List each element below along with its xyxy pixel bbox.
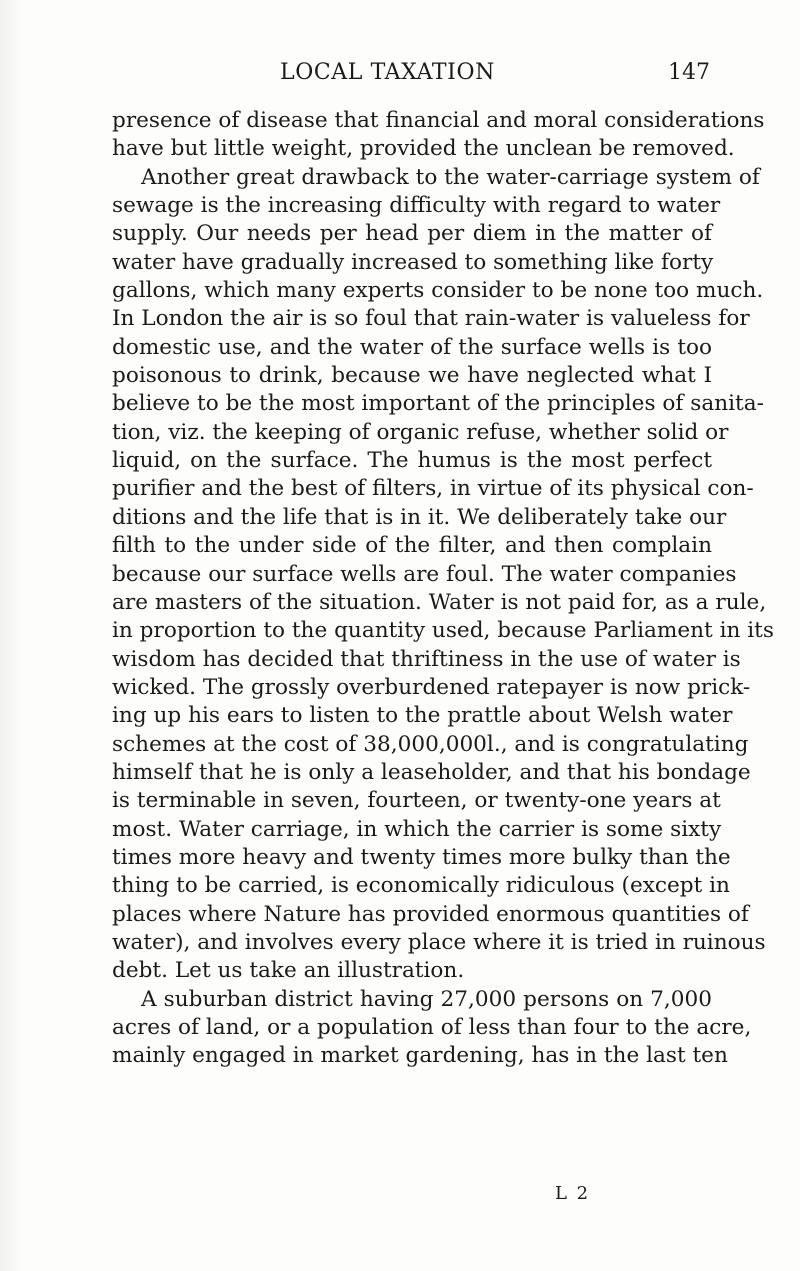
page-header	[110, 60, 710, 94]
text-line: because our surface wells are foul. The water companies	[112, 561, 737, 587]
text-line: water), and involves every place where it is tried in ruinous	[112, 929, 766, 955]
text-line: liquid, on the surface. The humus is the most perfect	[112, 448, 712, 474]
text-line: wicked. The grossly overburdened ratepayer is now prick-	[112, 674, 751, 700]
text-line: Another great drawback to the water-carriage system of	[141, 164, 760, 190]
text-line: most. Water carriage, in which the carrier is some sixty	[112, 816, 722, 842]
signature-mark: L 2	[555, 1183, 591, 1204]
text-line: sewage is the increasing difficulty with regard to water	[112, 193, 721, 219]
text-line: purifier and the best of filters, in virtue of its physical con-	[112, 476, 754, 502]
text-line: water have gradually increased to something like forty	[112, 249, 714, 275]
text-line: In London the air is so foul that rain-water is valueless for	[112, 306, 750, 332]
text-line: wisdom has decided that thriftiness in the use of water is	[112, 646, 741, 672]
text-line: schemes at the cost of 38,000,000l., and is congratulating	[112, 731, 749, 757]
running-title: LOCAL TAXATION	[280, 60, 495, 85]
text-line: himself that he is only a leaseholder, and that his bondage	[112, 759, 751, 785]
text-line: ing up his ears to listen to the prattle about Welsh water	[112, 703, 733, 729]
text-line: mainly engaged in market gardening, has in the last ten	[112, 1043, 728, 1069]
text-line: presence of disease that financial and moral considerations	[112, 108, 765, 133]
text-line: acres of land, or a population of less than four to the acre,	[112, 1015, 752, 1040]
text-line: ditions and the life that is in it. We deliberately take our	[112, 504, 727, 530]
text-line: supply. Our needs per head per diem in the matter of	[112, 221, 712, 247]
text-line: domestic use, and the water of the surface wells is too	[112, 334, 712, 360]
text-line: believe to be the most important of the principles of sanita-	[112, 391, 764, 417]
page-gutter-shadow	[0, 0, 22, 1271]
text-line: have but little weight, provided the unclean be removed.	[112, 136, 735, 162]
text-line: is terminable in seven, fourteen, or twenty-one years at	[112, 788, 721, 814]
text-line: are masters of the situation. Water is not paid for, as a rule,	[112, 589, 767, 615]
text-line: thing to be carried, is economically ridiculous (except in	[112, 873, 730, 899]
text-line: times more heavy and twenty times more bulky than the	[112, 844, 731, 870]
text-line: gallons, which many experts consider to be none too much.	[112, 278, 764, 304]
text-line: places where Nature has provided enormous quantities of	[112, 901, 749, 927]
text-line: poisonous to drink, because we have neglected what I	[112, 363, 712, 389]
text-line: tion, viz. the keeping of organic refuse, whether solid or	[112, 419, 729, 445]
text-line: filth to the under side of the filter, and then complain	[112, 533, 712, 559]
page-number: 147	[668, 60, 710, 85]
text-line: debt. Let us take an illustration.	[112, 958, 465, 984]
text-line: in proportion to the quantity used, because Parliament in its	[112, 618, 774, 644]
body-text	[112, 107, 774, 1071]
text-line: A suburban district having 27,000 persons on 7,000	[141, 986, 712, 1012]
